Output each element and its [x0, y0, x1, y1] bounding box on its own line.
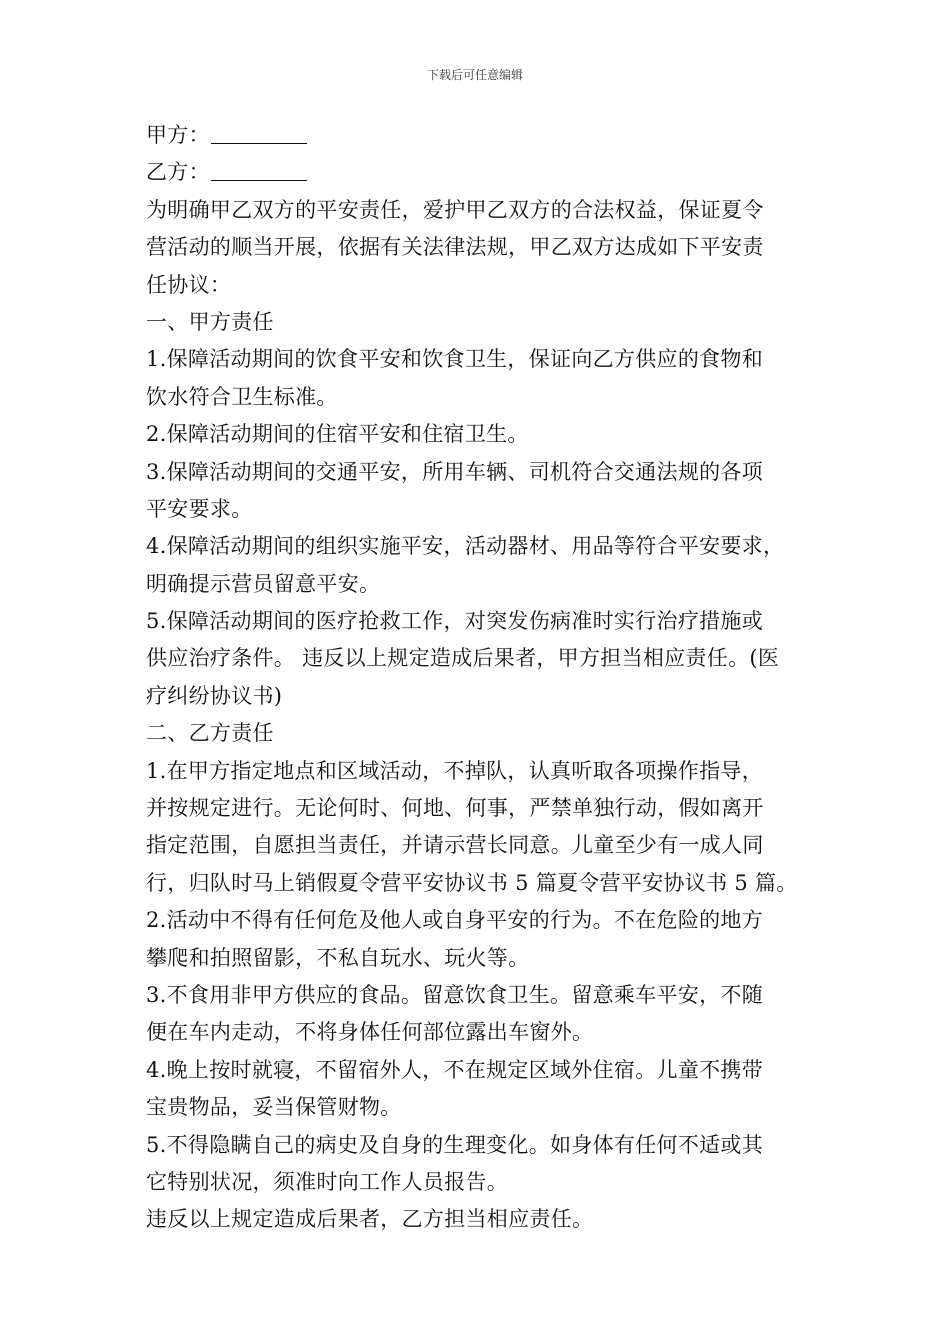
text-line: 2.保障活动期间的住宿平安和住宿卫生。 [146, 422, 529, 447]
text-line: 攀爬和拍照留影，不私自玩水、玩火等。 [146, 945, 530, 970]
text-line: 1.保障活动期间的饮食平安和饮食卫生，保证向乙方供应的食物和 [146, 347, 764, 372]
party-a-line [146, 117, 816, 154]
text-line: 便在车内走动，不将身体任何部位露出车窗外。 [146, 1020, 594, 1045]
text-line: 5.不得隐瞒自己的病史及自身的生理变化。如身体有任何不适或其 [146, 1132, 764, 1157]
text-line: 4.保障活动期间的组织实施平安，活动器材、用品等符合平安要求， [146, 534, 785, 559]
text-line: 宝贵物品，妥当保管财物。 [146, 1095, 402, 1120]
text-line: 饮水符合卫生标准。 [146, 384, 338, 409]
section-heading-party-a: 一、甲方责任 [146, 309, 274, 334]
party-a-blank [211, 121, 307, 144]
page-header: 下载后可任意编辑 [426, 68, 523, 82]
party-b-blank [211, 158, 307, 181]
document-body [146, 117, 816, 1239]
text-line: 违反以上规定造成后果者，乙方担当相应责任。 [146, 1207, 594, 1232]
text-line: 行，归队时马上销假夏令营平安协议书 5 篇夏令营平安协议书 5 篇。 [146, 870, 798, 895]
text-line: 并按规定进行。无论何时、何地、何事，严禁单独行动，假如离开 [146, 796, 764, 821]
party-a-label: 甲方： [146, 123, 210, 147]
text-line: 1.在甲方指定地点和区域活动，不掉队，认真听取各项操作指导， [146, 758, 764, 783]
text-line: 2.活动中不得有任何危及他人或自身平安的行为。不在危险的地方 [146, 908, 764, 933]
section-heading-party-b: 二、乙方责任 [146, 721, 274, 746]
text-line: 任协议： [146, 272, 232, 297]
party-b-label: 乙方： [146, 160, 210, 185]
text-line: 指定范围，自愿担当责任，并请示营长同意。儿童至少有一成人同 [146, 833, 764, 858]
text-line: 营活动的顺当开展，依据有关法律法规，甲乙双方达成如下平安责 [146, 235, 764, 260]
text-line: 平安要求。 [146, 496, 253, 521]
text-line: 3.不食用非甲方供应的食品。留意饮食卫生。留意乘车平安，不随 [146, 982, 764, 1007]
text-line: 疗纠纷协议书) [146, 683, 283, 708]
text-line: 5.保障活动期间的医疗抢救工作，对突发伤病准时实行治疗措施或 [146, 609, 764, 634]
text-line: 它特别状况，须准时向工作人员报告。 [146, 1169, 509, 1194]
text-line: 供应治疗条件。 违反以上规定造成后果者，甲方担当相应责任。(医 [146, 646, 780, 671]
text-line: 3.保障活动期间的交通平安，所用车辆、司机符合交通法规的各项 [146, 459, 764, 484]
text-line: 明确提示营员留意平安。 [146, 571, 381, 596]
text-line: 4.晚上按时就寝，不留宿外人，不在规定区域外住宿。儿童不携带 [146, 1057, 764, 1082]
party-b-line [146, 154, 816, 191]
text-line: 为明确甲乙双方的平安责任，爱护甲乙双方的合法权益，保证夏令 [146, 197, 764, 222]
